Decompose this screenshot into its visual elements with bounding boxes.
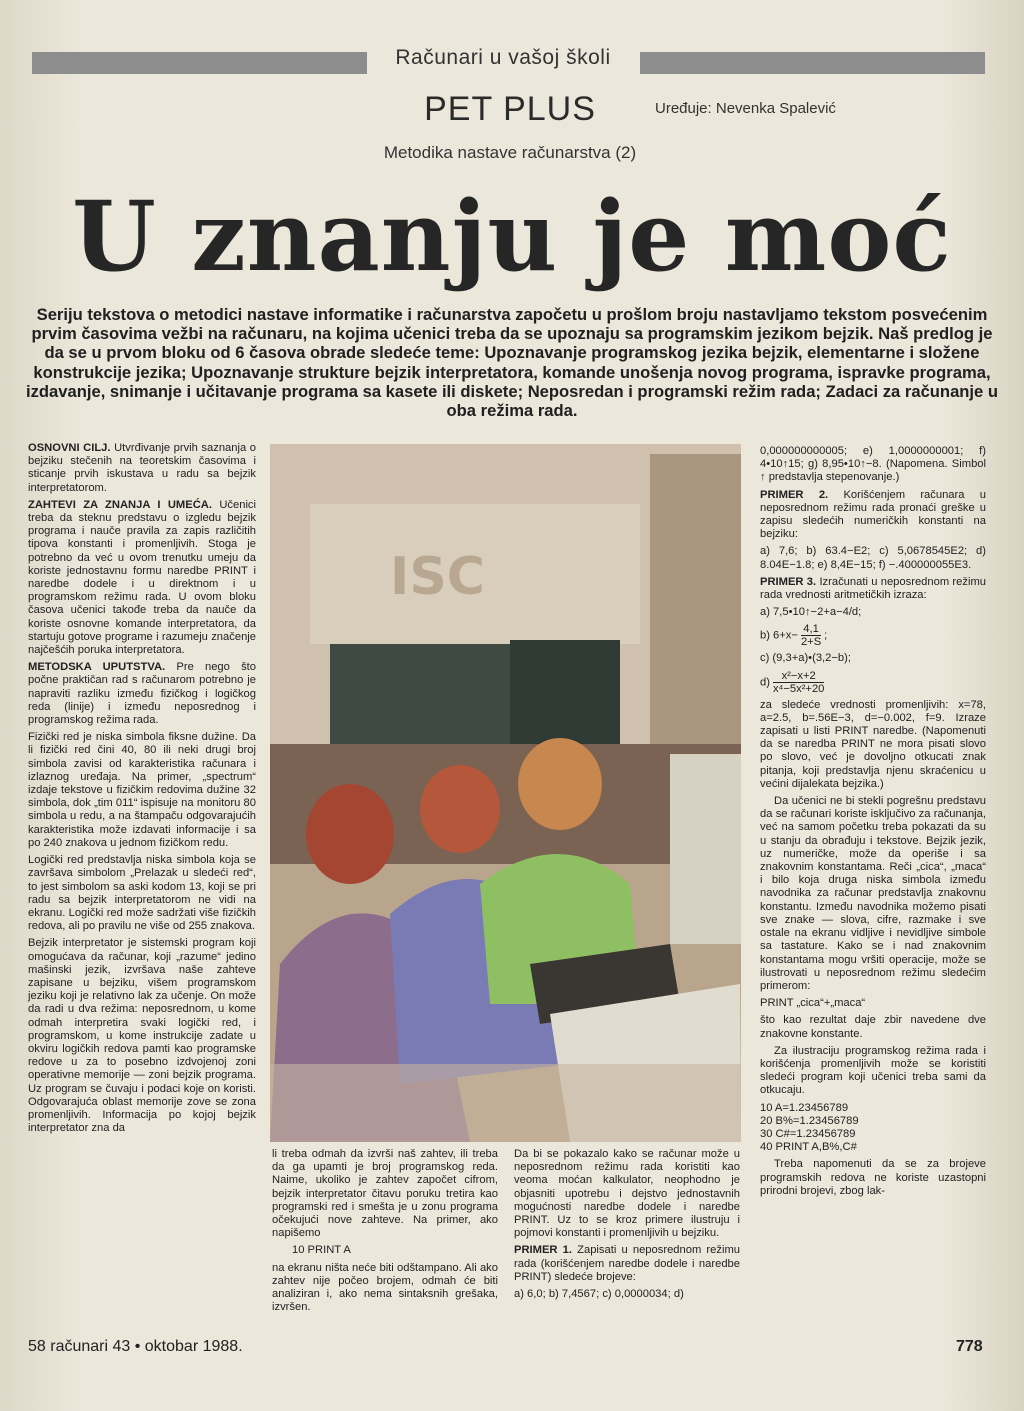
expression-d: [760, 670, 986, 695]
paragraph: [28, 442, 256, 495]
paragraph-text: Izračunati u neposrednom režimu rada vrednosti aritmetičkih izraza:: [760, 575, 987, 602]
headline: U znanju je moć: [72, 180, 952, 293]
program-line: 30 C#=1.23456789: [760, 1127, 856, 1140]
fraction-numerator: x²−x+2: [773, 670, 824, 683]
paragraph: [760, 576, 986, 602]
expression-b: [760, 623, 986, 648]
paragraph-text: Bejzik interpretator je sistemski program koji omogućava da računar, koji „razume“ jedino mašinski jezik, izvršava naše zahteve zapisane u bejziku, višem programskom jeziku koji je relativno lak za učenje. On može da radi u dva režima: neposrednom, u kome odmah interpretira svaki logički red, i programskom, u kome instrukcije zadate u okviru logičkih redova pamti kao programske redove u za to posebno izdvojenoj zoni operativne memorije — zoni bejzik programa. Uz program se čuvaju i podaci koje on koristi. Odgovarajuća oblast memorije zove se zona promenljivih. Informacija po kojoj bejzik interpretator zna da: [28, 937, 256, 1135]
paragraph-text: Treba napomenuti da se za brojeve programskih redova ne koriste uzastopni prirodni brojevi, zbog lak-: [760, 1158, 986, 1197]
paragraph-heading: METODSKA UPUTSTVA.: [28, 661, 166, 674]
program-line: 10 A=1.23456789: [760, 1101, 849, 1114]
paragraph-text: Pre nego što počne praktičan rad s računarom potrebno je napraviti razliku između fizičkog i logičkog reda (linije) i između neposrednog i programskog režima rada.: [28, 661, 256, 727]
example-code: PRINT „cica“+„maca“: [760, 997, 866, 1010]
fraction-numerator: 4,1: [801, 623, 821, 636]
example-values: a) 7,6; b) 63.4−E2; c) 5,0678545E2; d) 8.04E−1.8; e) 8,4E−15; f) −.400000055E3.: [760, 545, 986, 571]
paragraph-text: što kao rezultat daje zbir navedene dve znakovne konstante.: [760, 1014, 986, 1040]
article-subtitle: Metodika nastave računarstva (2): [383, 143, 637, 162]
paragraph-text: 0,000000000005; e) 1,0000000001; f) 4•10↑15; g) 8,95•10↑−8. (Napomena. Simbol ↑ predstavlja stepenovanje.): [760, 445, 986, 484]
paragraph: [760, 489, 986, 542]
paragraph-heading: PRIMER 1.: [514, 1244, 572, 1257]
paragraph-text: za sledeće vrednosti promenljivih: x=78, a=2.5, b=.56E−3, d=−0.002, f=9. Izraze zapisati u listi PRINT naredbe. (Napomenuti da se naredba PRINT ne mora pisati slovo po slovo, već je dovoljno otkucati znak pitanja, koji predstavlja njenu skraćenicu u većini dijalekata bejzika.): [760, 698, 986, 790]
paragraph-heading: ZAHTEVI ZA ZNANJA I UMEĆA.: [28, 498, 212, 511]
header-rule-left: [32, 52, 367, 74]
fraction: [801, 623, 821, 648]
fraction: [773, 670, 824, 695]
paragraph: [514, 1244, 740, 1284]
column-bottom-middle-right: [514, 1148, 740, 1305]
header-rule-right: [640, 52, 985, 74]
paragraph-text: li treba odmah da izvrši naš zahtev, ili treba da ga upamti je broj programskog reda. Naime, ukoliko je zahtev započet cifrom, bejzik interpretator čitavu poruku tretira kao programski red i smešta je u zonu programa očekujući nove zahteve. Na primer, ako napišemo: [272, 1148, 498, 1240]
column-right: [760, 445, 986, 1202]
editor-credit: Uređuje: Nevenka Spalević: [655, 100, 836, 117]
paragraph-text: Logički red predstavlja niska simbola koja se završava simbolom „Prelazak u sledeći red“, to jest simbolom sa aski kodom 13, koji se pri radu sa bejzik interpretatorom ne vidi na ekranu. Logički red može sadržati više fizičkih redova, ali po pravilu ne više od 255 znakova.: [28, 854, 256, 933]
paragraph-text: Korišćenjem računara u neposrednom režimu rada pronaći greške u zapisu sledećih numeričkih konstanti na bejziku:: [760, 488, 987, 541]
paragraph-heading: OSNOVNI CILJ.: [28, 442, 111, 454]
fraction-denominator: 2+S: [800, 636, 822, 649]
paragraph-text: Učenici treba da steknu predstavu o izgledu bejzik programa i nauče pravila za zapis različitih tipova konstanti i promenljivih. Stoga je potrebno da već u ovom trenutku umeju da koriste jednostavnu formu naredbe PRINT i naredbe dodele i u direktnom i u programskom režimu rada. U ovom bloku časova učenici takođe treba da nauče da koriste osnovne komande interpretatora, da startuju gotove programe i razumeju značenje najčešćih poruka interpretatora.: [28, 498, 257, 657]
page-number: 778: [956, 1338, 983, 1355]
expression-c: c) (9,3+a)•(3,2−b);: [760, 652, 851, 665]
column-bottom-middle-left: [272, 1148, 498, 1318]
paragraph-heading: PRIMER 2.: [760, 488, 829, 501]
fraction-denominator: x⁴−5x²+20: [772, 682, 825, 695]
program-line: 40 PRINT A,B%,C#: [760, 1141, 857, 1154]
paragraph-text: Da učenici ne bi stekli pogrešnu predstavu da se računari koriste isključivo za računanja, već na samom početku treba pokazati da su u stanju da obrađuju i tekstove. Bejzik jezik, uz numeričke, može da operiše i sa znakovnim konstantama. Reči „cica“, „maca“ i bilo koja druga niska simbola između navodnika za računar predstavlja znakovnu konstantu. Između navodnika možemo pisati sve znake — slova, cifre, razmake i sve ostale na ekranu vidljive i nevidljive simbole sa tastature. Kako se i nad znakovnim konstantama mogu vršiti operacije, može se ilustrovati u neposrednom režimu sledećim primerom:: [760, 795, 986, 992]
code-line: 10 PRINT A: [292, 1244, 351, 1257]
paragraph-text: na ekranu ništa neće biti odštampano. Ali ako zahtev nije počeo brojem, odmah će biti analiziran i, ako nema sintaksnih grešaka, izvršen.: [272, 1261, 498, 1314]
paragraph-text: Fizički red je niska simbola fiksne dužine. Da li fizički red čini 40, 80 ili neki drugi broj simbola zavisi od karakteristika računara i izlaznog uređaja. Na primer, „spectrum“ izdaje tekstove u fizičkim redovima dužine 32 simbola, dok „tim 011“ ispisuje na monitoru 80 simbola u redu, a na štampaču odgovarajućih karakteristika može izdavati informacije i sa po 240 znakova u jednom fizičkom redu.: [28, 731, 256, 849]
series-title: PET PLUS: [424, 90, 596, 128]
paragraph: [28, 499, 256, 657]
classroom-photo-illustration: [270, 444, 741, 1142]
paragraph-text: Utvrđivanje prvih saznanja o bejziku stečenih na teoretskim časovima i sticanje prvih iskustava u radu sa bejzik interpretatorom.: [28, 442, 257, 494]
paragraph-text: Za ilustraciju programskog režima rada i korišćenja promenljivih može se koristiti sledeći program koji učenici treba sami da otkucaju.: [760, 1044, 986, 1097]
paragraph-heading: PRIMER 3.: [760, 575, 817, 588]
section-title: Računari u vašoj školi: [395, 46, 611, 69]
svg-text:ISC: ISC: [390, 547, 485, 607]
footer-issue: 58 računari 43 • oktobar 1988.: [28, 1338, 243, 1355]
program-line: 20 B%=1.23456789: [760, 1114, 859, 1127]
lead-paragraph: Seriju tekstova o metodici nastave informatike i računarstva započetu u prošlom broju nastavljamo tekstom posvećenim prvim časovima vežbi na računaru, na kojima učenici treba da se upoznaju sa programskim jezikom bejzik. Naš predlog je da se u prvom bloku od 6 časova obrade sledeće teme: Upoznavanje programskog jezika bejzik, elementarne i složene konstrukcije jezika; Upoznavanje strukture bejzik interpretatora, komande unošenja novog programa, ispravke programa, izdavanje, snimanje i učitavanje programa sa kasete ili diskete; Neposredan i programski režim rada; Zadaci za računanje u oba režima rada.: [25, 305, 999, 421]
paragraph-text: Da bi se pokazalo kako se računar može u neposrednom režimu rada koristiti kao veoma moćan kalkulator, neophodno je objasniti upotrebu i dejstvo jednostavnih mogućnosti naredbe dodele i naredbe PRINT. Uz to se kroz primere ilustruju i pojmovi konstanti i promenljivih u bejziku.: [514, 1148, 740, 1240]
expression-b-prefix: b) 6+x−: [760, 629, 798, 642]
expression-b-suffix: ;: [824, 629, 828, 642]
expression-a: a) 7,5•10↑−2+a−4/d;: [760, 606, 862, 619]
paragraph-text: Zapisati u neposrednom režimu rada (korišćenjem naredbe dodele i naredbe PRINT) sledeće brojeve:: [514, 1244, 740, 1283]
expression-d-prefix: d): [760, 676, 770, 689]
classroom-photo: [270, 444, 741, 1142]
example-values: a) 6,0; b) 7,4567; c) 0,0000034; d): [514, 1288, 684, 1301]
paragraph: [28, 661, 256, 727]
column-left: [28, 442, 256, 1139]
